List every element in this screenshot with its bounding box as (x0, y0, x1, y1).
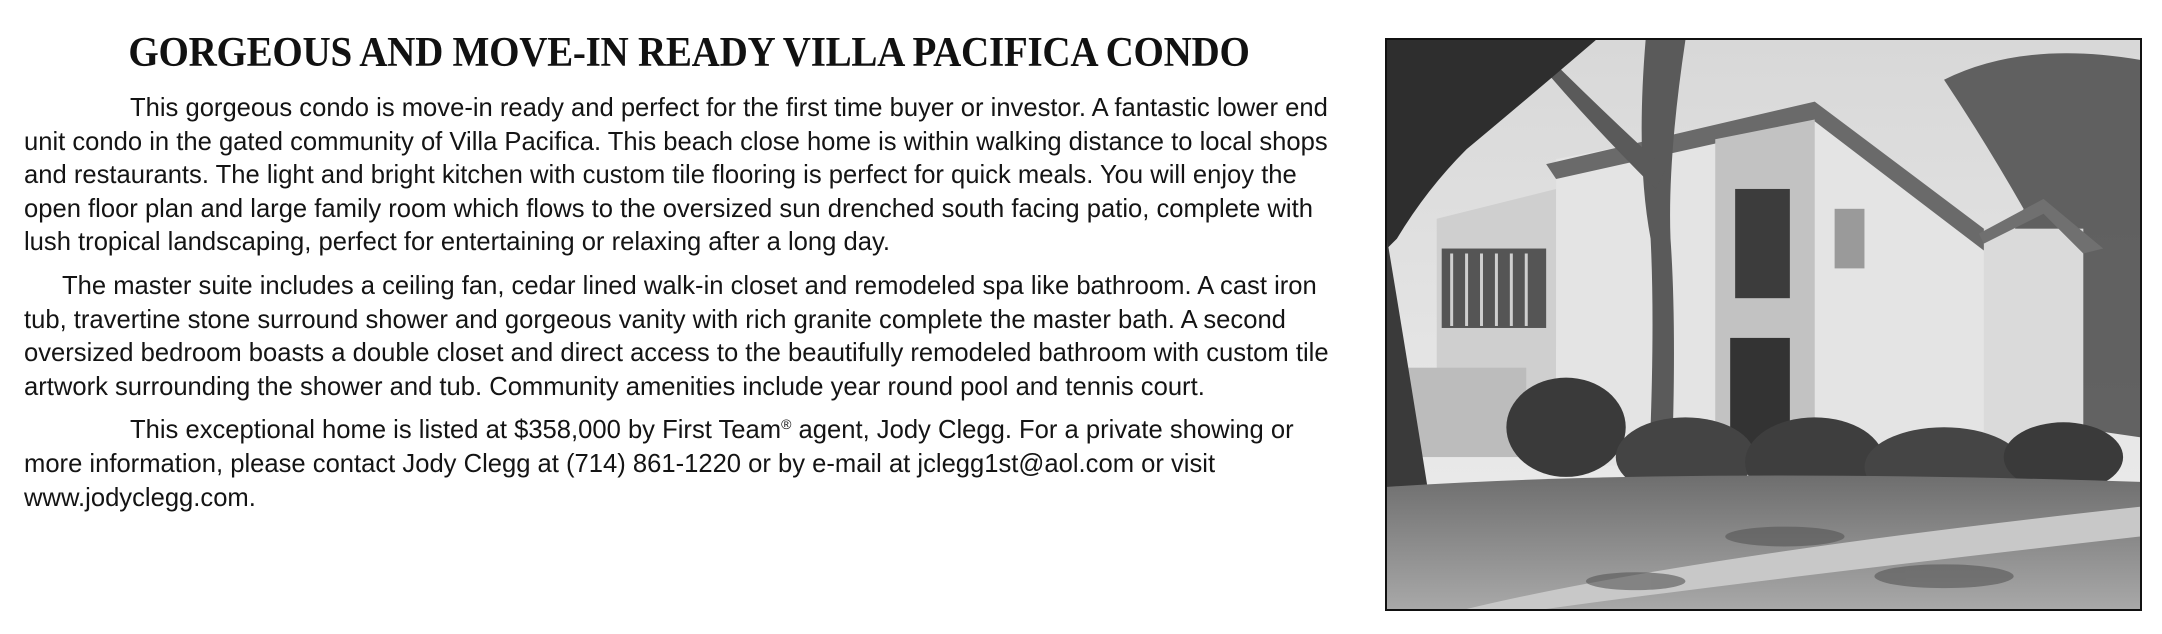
window-upper (1735, 189, 1790, 298)
description-paragraph-3 (24, 414, 1354, 515)
description-paragraph-2: The master suite includes a ceiling fan, cedar lined walk-in closet and remodeled spa like bathroom. A cast iron tub, travertine stone surround shower and gorgeous vanity with rich granite complete the master bath. A second oversized bedroom boasts a double closet and direct access to the beautifully remodeled bathroom with custom tile artwork surrounding the shower and tub. Community amenities include year round pool and tennis court. (24, 271, 1329, 401)
description-paragraph-1: This gorgeous condo is move-in ready and perfect for the first time buyer or investor. A fantastic lower end unit condo in the gated community of Villa Pacifica. This beach close home is within walking distance to local shops and restaurants. The light and bright kitchen with custom tile flooring is perfect for quick meals. You will enjoy the open floor plan and large family room which flows to the oversized sun drenched south facing patio, complete with lush tropical landscaping, perfect for entertaining or relaxing after a long day. (24, 94, 1328, 257)
shrub (1506, 378, 1625, 477)
contact-text: agent, Jody Clegg. For a private showing or more information, please contact Jody Clegg at (714) 861-1220 or by e-mail at jclegg1st@aol.com or visit www.jodyclegg.com. (24, 416, 1294, 512)
price-agent-text: This exceptional home is listed at $358,000 by First Team (130, 416, 782, 445)
listing-headline: GORGEOUS AND MOVE-IN READY VILLA PACIFICA CONDO (128, 30, 1250, 76)
registered-mark: ® (781, 416, 792, 433)
listing-body (24, 92, 1354, 515)
balcony (1442, 249, 1546, 328)
window-right (1835, 209, 1865, 269)
condo-photo-illustration (1387, 40, 2140, 609)
condo-photo (1385, 38, 2142, 611)
